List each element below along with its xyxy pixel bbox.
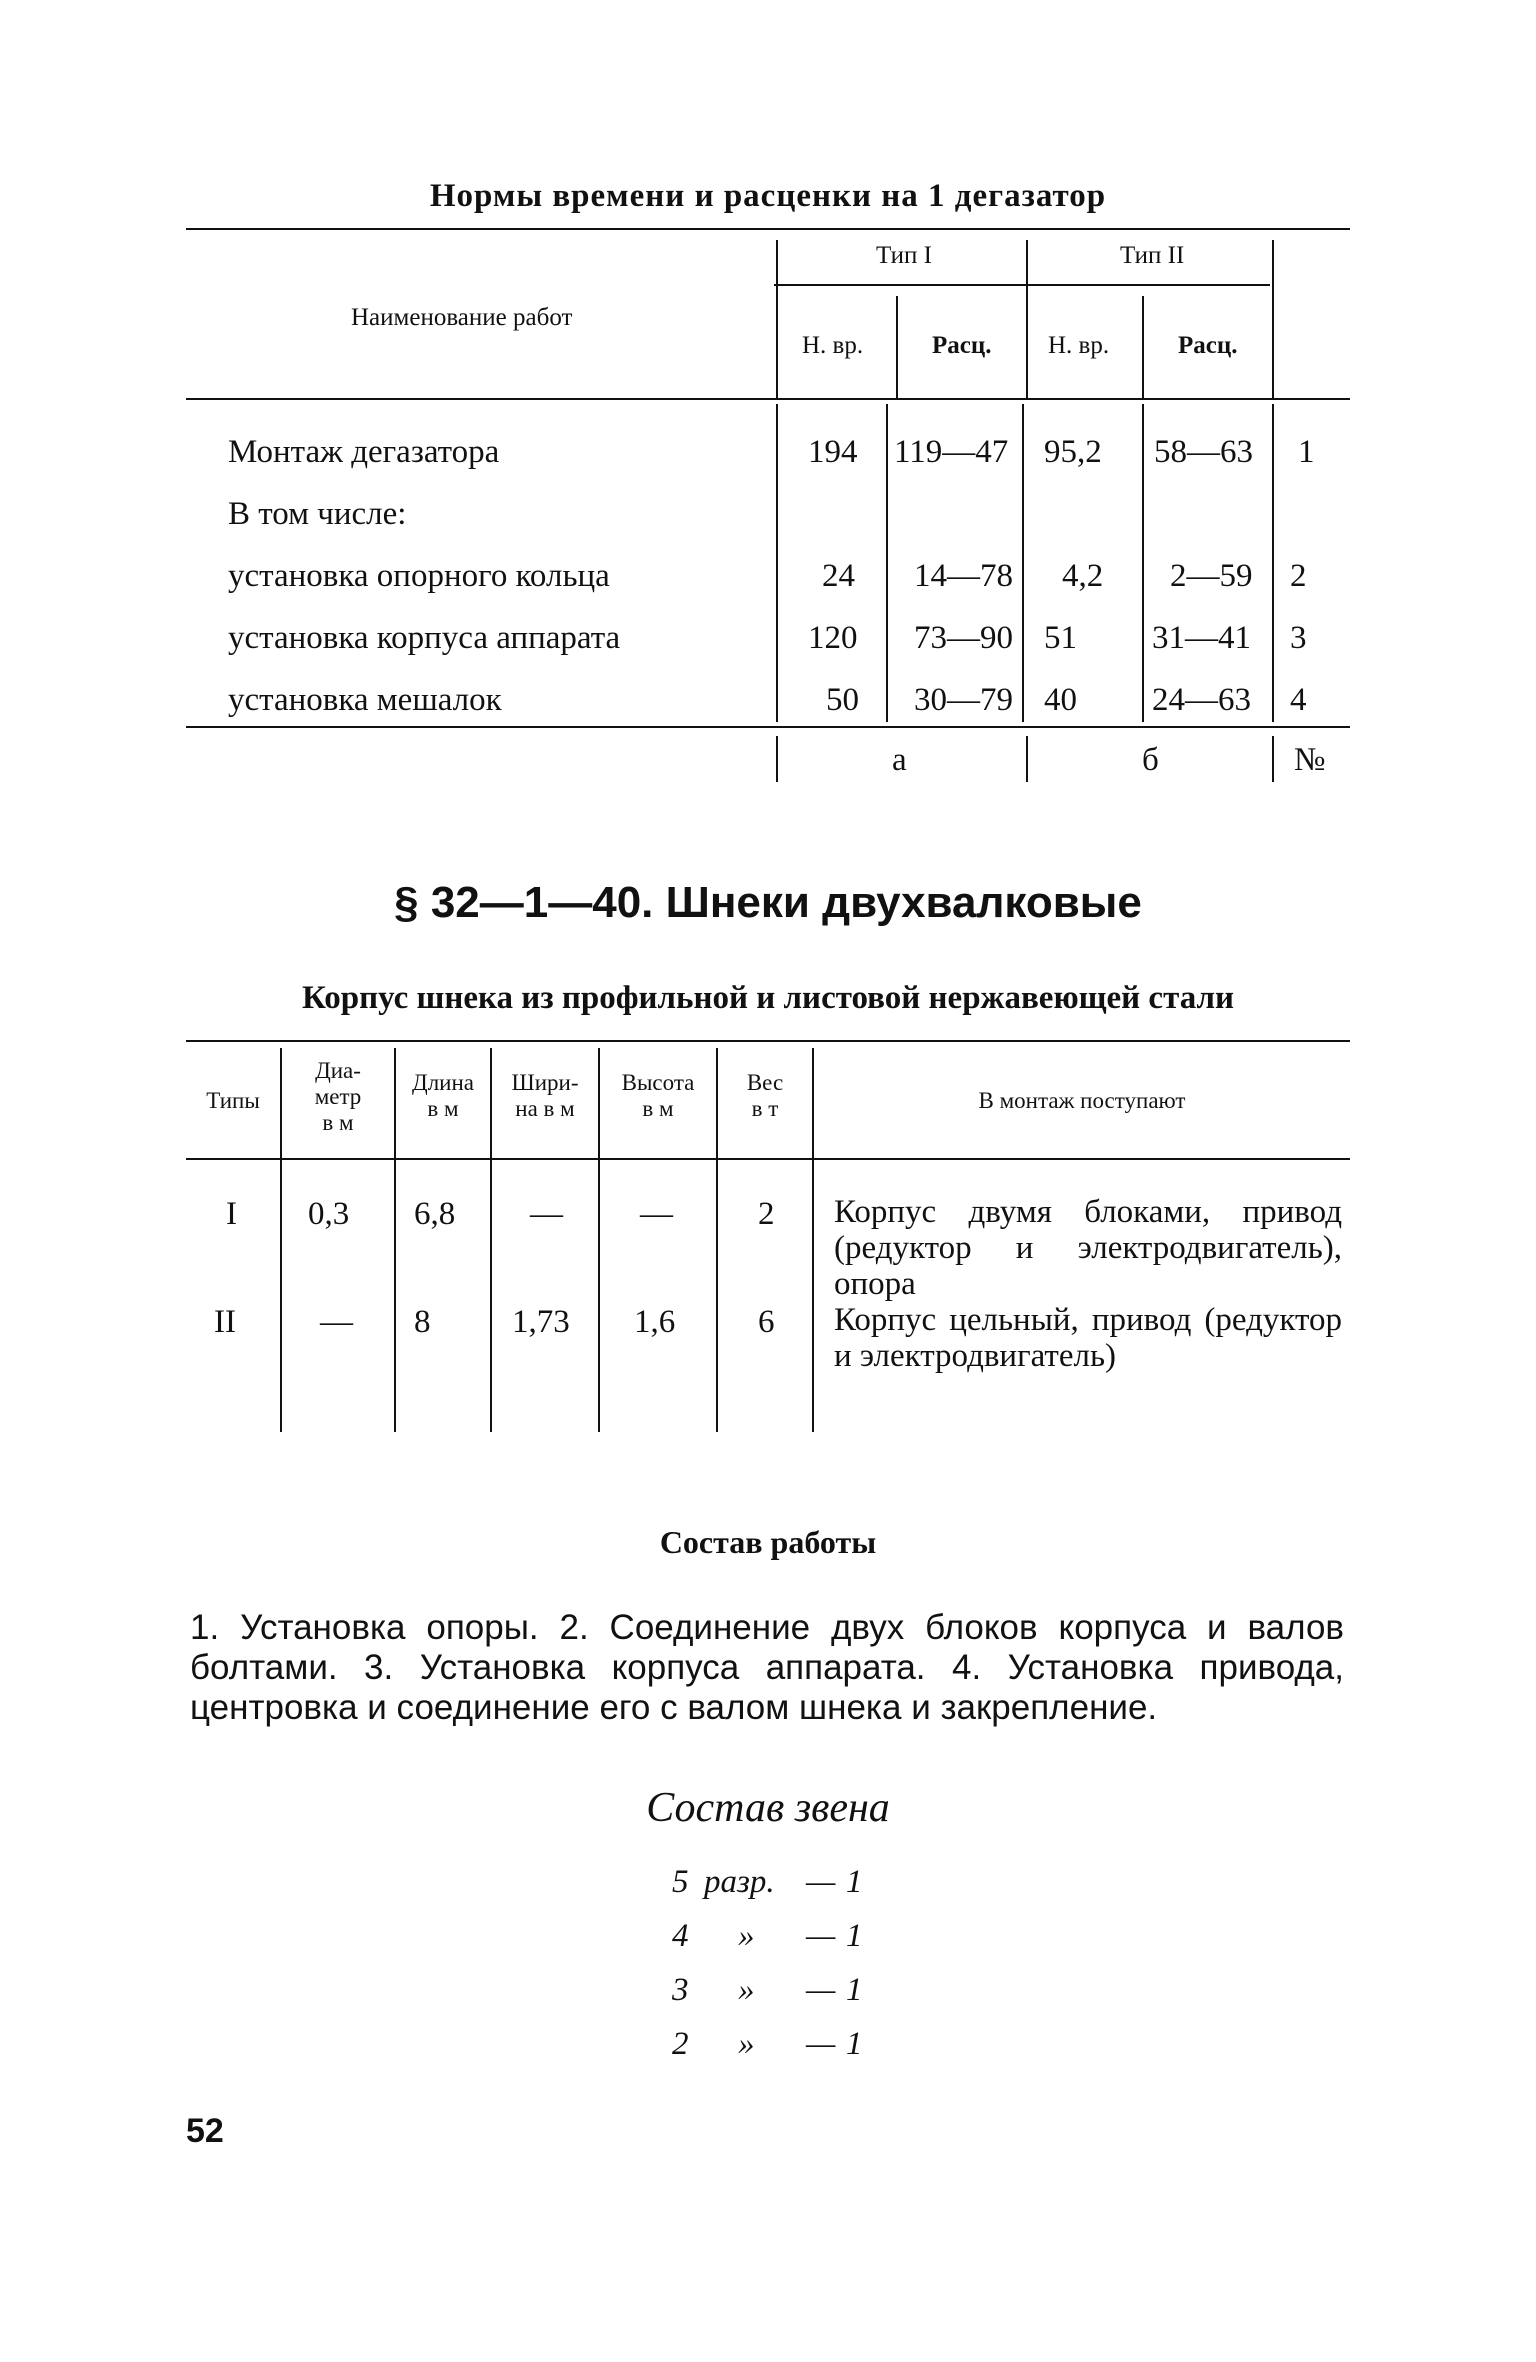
diameter-cell: 0,3	[308, 1196, 350, 1232]
length-cell: 6,8	[414, 1196, 456, 1232]
type2-nvr: 4,2	[1062, 558, 1104, 594]
crew-unit: разр.	[704, 1864, 775, 1900]
work-name: Монтаж дегазатора	[228, 434, 500, 470]
crew-unit: »	[738, 1918, 755, 1954]
type2-nvr: 95,2	[1044, 434, 1102, 470]
type2-rasc: 2—59	[1170, 558, 1253, 594]
crew-unit: »	[738, 2026, 755, 2062]
crew-count: 1	[846, 1864, 863, 1900]
col-header-diameter: Диа- метр в м	[314, 1058, 362, 1135]
crew-grade: 4	[672, 1918, 689, 1954]
col-header-type2: Тип II	[1120, 242, 1185, 269]
type2-nvr: 51	[1044, 620, 1077, 656]
col-header-type1-rasc: Расц.	[932, 332, 992, 359]
col-header-type2-rasc: Расц.	[1178, 332, 1238, 359]
table1-title: Нормы времени и расценки на 1 дегазатор	[429, 178, 1107, 214]
footer-label-a: а	[892, 742, 907, 778]
type2-rasc: 24—63	[1152, 682, 1251, 718]
type2-rasc: 31—41	[1152, 620, 1251, 656]
crew-count: 1	[846, 1918, 863, 1954]
crew-grade: 3	[672, 1972, 689, 2008]
supply-cell: Корпус цельный, привод (редуктор и электродвигатель)	[834, 1302, 1342, 1374]
col-header-supply: В монтаж поступают	[978, 1088, 1186, 1113]
supply-cell: Корпус двумя блоками, привод (редуктор и электродвигатель), опора	[834, 1194, 1342, 1302]
type1-rasc: 30—79	[914, 682, 1013, 718]
type2-rasc: 58—63	[1154, 434, 1253, 470]
weight-cell: 6	[758, 1304, 775, 1340]
weight-cell: 2	[758, 1196, 775, 1232]
diameter-cell: —	[320, 1304, 353, 1340]
col-header-type1: Тип I	[876, 242, 932, 269]
length-cell: 8	[414, 1304, 431, 1340]
crew-dash: —	[806, 1972, 836, 2008]
col-header-work-name: Наименование работ	[351, 304, 573, 331]
work-name: В том числе:	[228, 496, 407, 532]
work-name: установка корпуса аппарата	[228, 620, 621, 656]
col-header-height: Высота в м	[621, 1070, 695, 1121]
screw-specs-table	[186, 1040, 1350, 1440]
col-header-length: Длина в м	[412, 1070, 474, 1121]
work-name: установка мешалок	[228, 682, 502, 718]
col-header-type2-nvr: Н. вр.	[1048, 332, 1110, 359]
type1-rasc: 73—90	[914, 620, 1013, 656]
type1-rasc: 14—78	[914, 558, 1013, 594]
row-number: 2	[1290, 558, 1307, 594]
row-number: 3	[1290, 620, 1307, 656]
page-number: 52	[186, 2112, 224, 2150]
col-header-width: Шири- на в м	[511, 1070, 579, 1121]
norms-table	[186, 228, 1350, 848]
crew-count: 1	[846, 2026, 863, 2062]
row-number: 4	[1290, 682, 1307, 718]
crew-count: 1	[846, 1972, 863, 2008]
crew-dash: —	[806, 1918, 836, 1954]
type2-nvr: 40	[1044, 682, 1077, 718]
height-cell: 1,6	[634, 1304, 676, 1340]
type1-nvr: 120	[808, 620, 858, 656]
width-cell: 1,73	[512, 1304, 570, 1340]
work-name: установка опорного кольца	[228, 558, 610, 594]
col-header-weight: Вес в т	[746, 1070, 784, 1121]
crew-dash: —	[806, 2026, 836, 2062]
width-cell: —	[530, 1196, 563, 1232]
work-composition-title: Состав работы	[659, 1524, 877, 1560]
crew-unit: »	[738, 1972, 755, 2008]
crew-dash: —	[806, 1864, 836, 1900]
type-cell: II	[214, 1304, 236, 1340]
crew-grade: 5	[672, 1864, 689, 1900]
crew-composition-title: Состав звена	[646, 1785, 890, 1831]
type-cell: I	[226, 1196, 237, 1232]
col-header-type1-nvr: Н. вр.	[802, 332, 864, 359]
section-title: § 32—1—40. Шнеки двухвалковые	[394, 878, 1142, 927]
row-number: 1	[1298, 434, 1315, 470]
table2-title: Корпус шнека из профильной и листовой нержавеющей стали	[301, 980, 1235, 1016]
crew-grade: 2	[672, 2026, 689, 2062]
type1-rasc: 119—47	[894, 434, 1009, 470]
type1-nvr: 50	[826, 682, 859, 718]
work-composition-text: 1. Установка опоры. 2. Соединение двух блоков корпуса и валов болтами. 3. Установка корпуса аппарата. 4. Установка привода, центровка и соединение его с валом шнека и закрепление.	[190, 1608, 1344, 1727]
footer-label-number: №	[1294, 742, 1326, 778]
type1-nvr: 24	[822, 558, 855, 594]
type1-nvr: 194	[808, 434, 858, 470]
footer-label-b: б	[1142, 742, 1159, 778]
col-header-types: Типы	[206, 1088, 260, 1113]
height-cell: —	[640, 1196, 673, 1232]
